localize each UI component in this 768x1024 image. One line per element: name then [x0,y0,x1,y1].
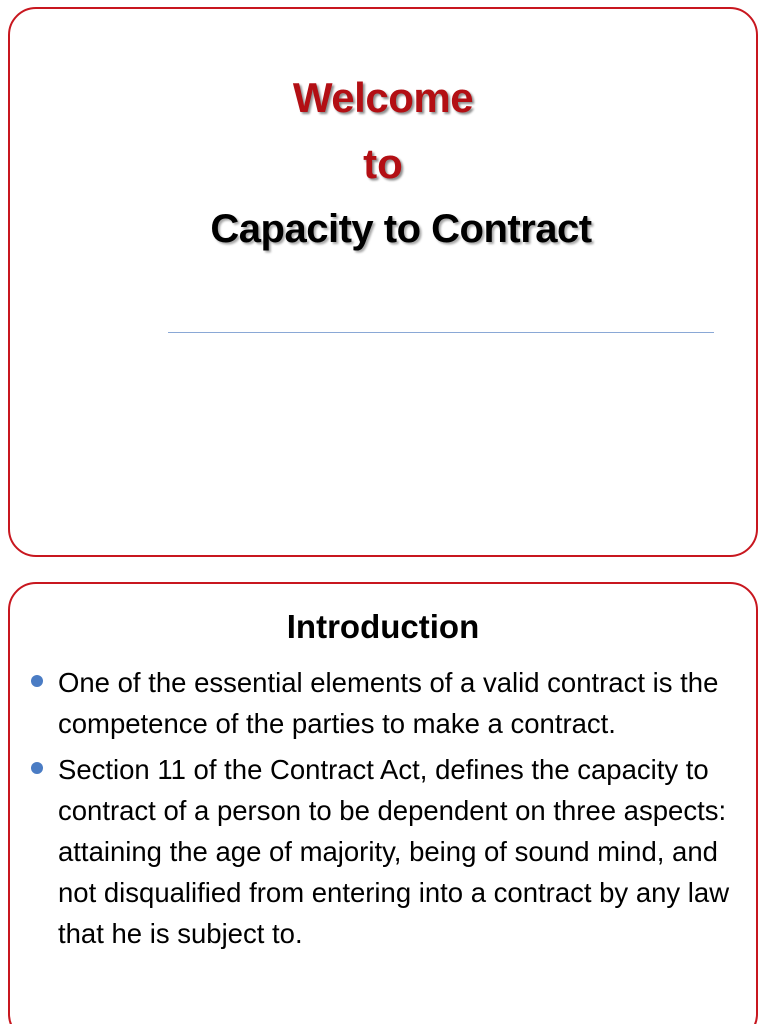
bullet-text: Section 11 of the Contract Act, defines the capacity to contract of a person to be dependent on three aspects: attaining the age of majority, being of sound mind, and not disqualified from entering into a contract by any law that he is subject to. [58,754,730,949]
introduction-heading: Introduction [286,608,480,645]
welcome-title: Welcome [292,74,474,121]
title-slide [8,7,758,557]
list-item [28,749,748,954]
subtitle-divider [168,332,714,333]
list-item [28,662,748,744]
introduction-slide [8,582,758,1024]
bullet-dot-icon [31,675,43,687]
bullet-dot-icon [31,762,43,774]
subject-title: Capacity to Contract [210,207,592,251]
bullet-list [28,662,748,959]
to-title: to [363,140,403,187]
bullet-text: One of the essential elements of a valid contract is the competence of the parties to make a contract. [58,667,719,739]
